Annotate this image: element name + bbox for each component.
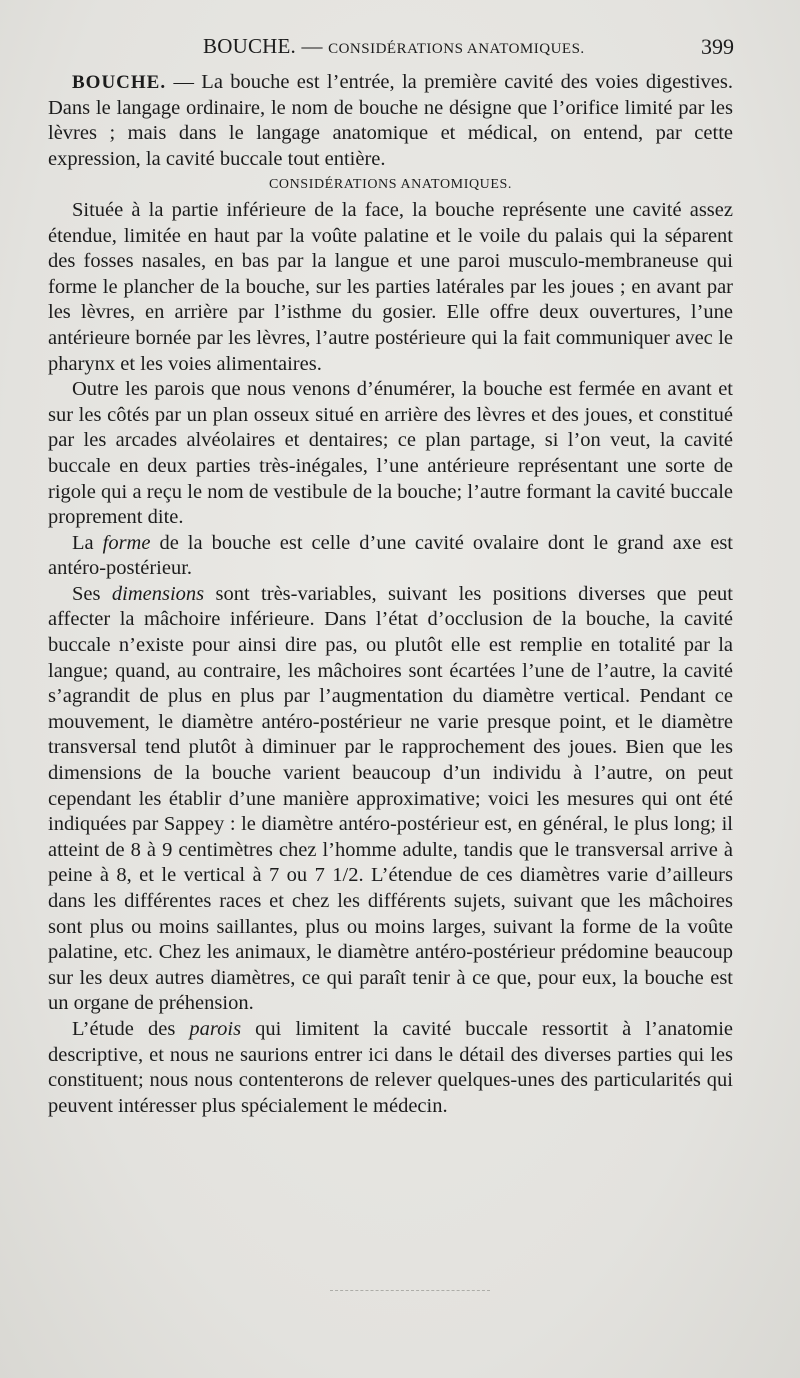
p3-emphasis: forme	[102, 531, 151, 554]
p4-emphasis: dimensions	[111, 582, 205, 605]
paragraph-4	[48, 582, 733, 1017]
p3-text-b: de la bouche est celle d’une cavité ovalaire dont le grand axe est antéro-postérieur.	[48, 531, 733, 580]
article-body	[48, 70, 733, 1119]
running-head-sub: CONSIDÉRATIONS ANATOMIQUES.	[328, 41, 585, 57]
p3-text-a: La	[72, 531, 103, 554]
intro-text: — La bouche est l’entrée, la première cavité des voies digestives. Dans le langage ordinaire, le nom de bouche ne désigne que l’orifice limité par les lèvres ; mais dans le langage anatomique et médical, on entend, par cette expression, la cavité buccale tout entière.	[48, 71, 733, 170]
paragraph-5	[48, 1017, 733, 1119]
page-number: 399	[701, 34, 734, 59]
p4-text-b: sont très-variables, suivant les positions diverses que peut affecter la mâchoire inférieure. Dans l’état d’occlusion de la bouche, la cavité buccale n’existe pour ainsi dire pas, ou plutôt elle est remplie en totalité par la langue; quand, au contraire, les mâchoires sont écartées l’une de l’autre, la cavité s’agrandit de plus en plus par l’augmentation du diamètre vertical. Pendant ce mouvement, le diamètre antéro-postérieur ne varie presque point, et le diamètre transversal tend plutôt à diminuer par le rapprochement des joues. Bien que les dimensions de la bouche varient beaucoup d’un individu à l’autre, on peut cependant les établir d’une manière approximative; voici les mesures qui ont été indiquées par Sappey : le diamètre antéro-postérieur est, en général, le plus long; il atteint de 8 à 9 centimètres chez l’homme adulte, tandis que le transversal arrive à peine à 8, et le vertical à 7 ou 7 1/2. L’étendue de ces diamètres varie d’ailleurs dans les différentes races et chez les différents sujets, suivant que les mâchoires sont plus ou moins saillantes, plus ou moins larges, suivant la forme de la voûte palatine, etc. Chez les animaux, le diamètre antéro-postérieur prédomine beaucoup sur les deux autres diamètres, ce qui paraît tenir à ce que, pour eux, la bouche est un organe de préhension.	[48, 582, 733, 1015]
paragraph-3	[48, 531, 733, 582]
paragraph-2: Outre les parois que nous venons d’énumérer, la bouche est fermée en avant et sur les côtés par un plan osseux situé en arrière des lèvres et des joues, et constitué par les arcades alvéolaires et dentaires; ce plan partage, si l’on veut, la cavité buccale en deux parties très-inégales, l’une antérieure représentant une sorte de rigole qui a reçu le nom de vestibule de la bouche; l’autre formant la cavité buccale proprement dite.	[48, 378, 733, 529]
bleed-through-marks	[330, 1290, 490, 1301]
running-head-main: BOUCHE. —	[203, 34, 329, 58]
p5-emphasis: parois	[189, 1017, 242, 1040]
p5-text-a: L’étude des	[72, 1017, 190, 1040]
running-head	[48, 30, 736, 62]
p4-text-a: Ses	[72, 582, 112, 605]
paragraph-1: Située à la partie inférieure de la face, la bouche représente une cavité assez étendue, limitée en haut par la voûte palatine et le voile du palais qui la séparent des fosses nasales, en bas par la langue et une paroi musculo-membraneuse qui forme le plancher de la bouche, sur les parties latérales par les joues ; en avant par les lèvres, en arrière par l’isthme du gosier. Elle offre deux ouvertures, l’une antérieure bornée par les lèvres, l’autre postérieure qui la fait communiquer avec le pharynx et les voies alimentaires.	[48, 198, 733, 375]
running-head-title	[203, 34, 585, 59]
intro-paragraph	[48, 70, 733, 172]
section-heading: CONSIDÉRATIONS ANATOMIQUES.	[268, 177, 513, 193]
headword: BOUCHE.	[72, 72, 167, 93]
p5-text-b: qui limitent la cavité buccale ressortit à l’anatomie descriptive, et nous ne saurions entrer ici dans le détail des diverses parties qui les constituent; nous nous contenterons de relever quelques-unes des particularités qui peuvent intéresser plus spécialement le médecin.	[48, 1017, 733, 1117]
